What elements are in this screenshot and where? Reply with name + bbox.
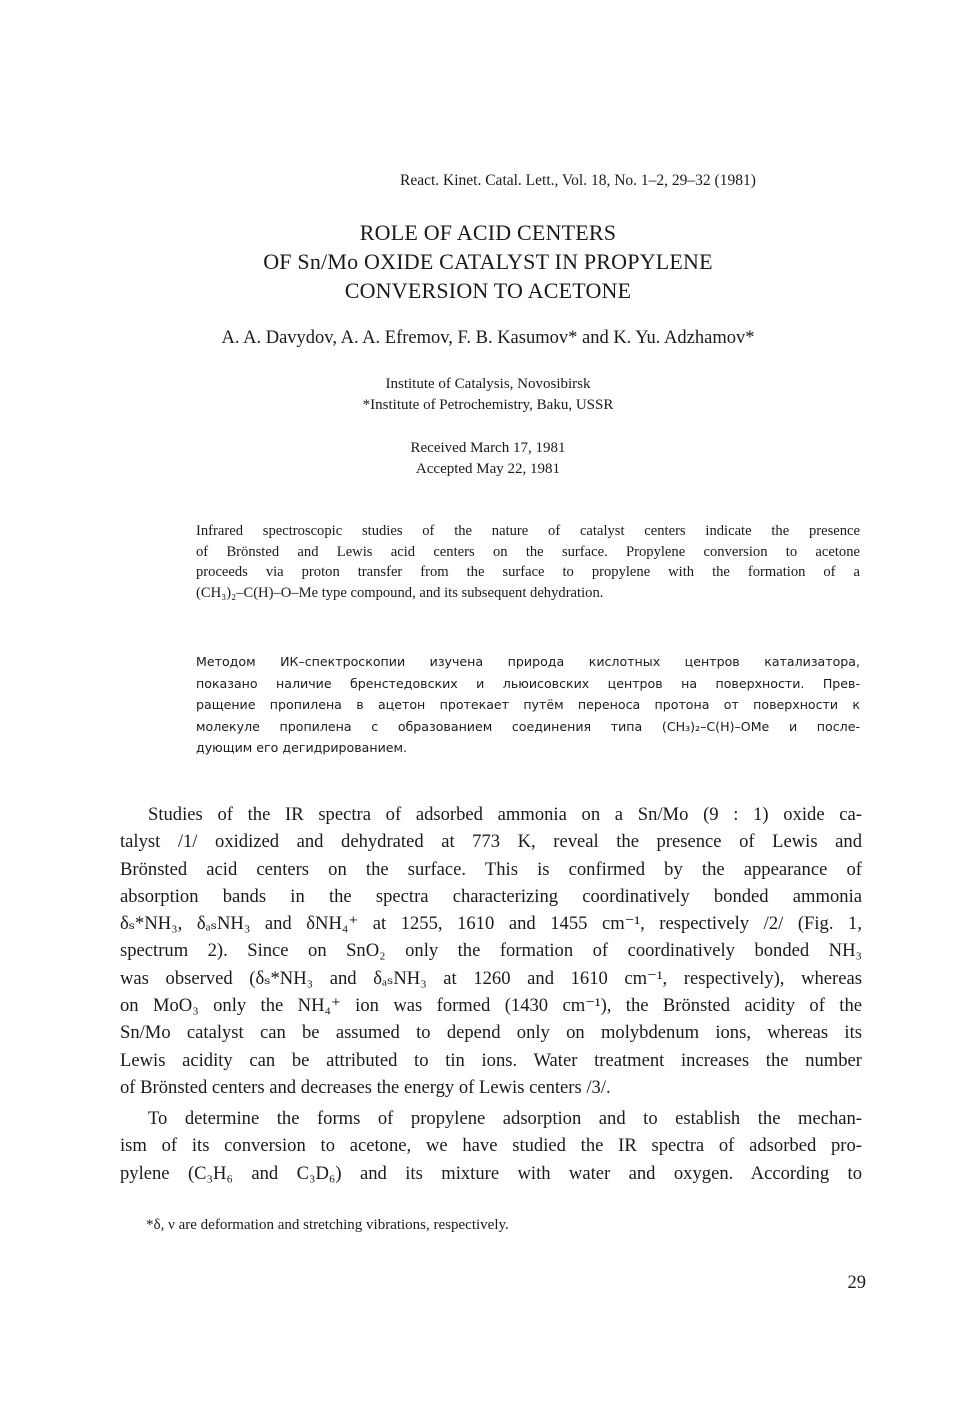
abstract-line: Infrared spectroscopic studies of the nature of catalyst centers indicate the presence	[196, 523, 860, 539]
abstract-line: of Brönsted and Lewis acid centers on the surface. Propylene conversion to acetone	[196, 543, 860, 560]
body-line: pylene (C₃H₆ and C₃D₆) and its mixture with water and oxygen. According to	[120, 1162, 862, 1184]
body-line: of Brönsted centers and decreases the energy of Lewis centers /3/.	[120, 1076, 611, 1098]
received-date: Received March 17, 1981	[410, 440, 566, 456]
body-line: Sn/Mo catalyst can be assumed to depend only on molybdenum ions, whereas its	[120, 1022, 862, 1044]
body-line: talyst /1/ oxidized and dehydrated at 773 K, reveal the presence of Lewis and	[120, 831, 862, 853]
submission-dates	[130, 438, 846, 480]
journal-reference: React. Kinet. Catal. Lett., Vol. 18, No. 1–2, 29–32 (1981)	[400, 172, 756, 189]
body-line: δₛ*NH₃, δₐₛNH₃ and δNH₄⁺ at 1255, 1610 and 1455 cm⁻¹, respectively /2/ (Fig. 1,	[120, 913, 862, 935]
title-line: CONVERSION TO ACETONE	[344, 278, 632, 303]
body-line: absorption bands in the spectra characterizing coordinatively bonded ammonia	[120, 885, 862, 907]
abstract-line: Методом ИК–спектроскопии изучена природа кислотных центров катализатора,	[196, 654, 860, 669]
body-line: on MoO₃ only the NH₄⁺ ion was formed (1430 cm⁻¹), the Brönsted acidity of the	[120, 995, 862, 1017]
body-paragraph-2	[120, 1105, 862, 1187]
abstract-line: дующим его дегидрированием.	[196, 740, 408, 755]
affiliation: *Institute of Petrochemistry, Baku, USSR	[362, 397, 614, 413]
page-number: 29	[847, 1273, 866, 1293]
affiliation: Institute of Catalysis, Novosibirsk	[385, 376, 591, 392]
body-line: To determine the forms of propylene adsorption and to establish the mechan-	[148, 1108, 862, 1129]
abstract-line: показано наличие бренстедовских и льюисовских центров на поверхности. Прев-	[196, 675, 860, 691]
body-line: Lewis acidity can be attributed to tin ions. Water treatment increases the number	[120, 1049, 862, 1071]
body-line: ism of its conversion to acetone, we have studied the IR spectra of adsorbed pro-	[120, 1135, 862, 1157]
abstract-line: молекуле пропилена с образованием соединения типа (CH₃)₂–C(H)–OMe и после-	[196, 718, 860, 734]
body-line: was observed (δₛ*NH₃ and δₐₛNH₃ at 1260 and 1610 cm⁻¹, respectively), whereas	[120, 967, 862, 989]
body-line: Studies of the IR spectra of adsorbed ammonia on a Sn/Mo (9 : 1) oxide ca-	[148, 804, 862, 825]
author-list: A. A. Davydov, A. A. Efremov, F. B. Kasumov* and K. Yu. Adzhamov*	[221, 328, 755, 348]
footnote: *δ, ν are deformation and stretching vibrations, respectively.	[146, 1217, 509, 1233]
abstract-line: ращение пропилена в ацетон протекает путём переноса протона от поверхности к	[196, 697, 860, 712]
body-line: Brönsted acid centers on the surface. This is confirmed by the appearance of	[120, 858, 862, 880]
abstract-line: (CH₃)₂–C(H)–O–Me type compound, and its subsequent dehydration.	[196, 584, 604, 601]
body-line: spectrum 2). Since on SnO₂ only the formation of coordinatively bonded NH₃	[120, 940, 862, 962]
title-line: OF Sn/Mo OXIDE CATALYST IN PROPYLENE	[263, 249, 713, 274]
accepted-date: Accepted May 22, 1981	[415, 461, 561, 477]
affiliations	[130, 374, 846, 416]
body-paragraph-1	[120, 801, 862, 1101]
abstract-english	[196, 521, 860, 603]
abstract-line: proceeds via proton transfer from the surface to propylene with the formation of a	[196, 564, 860, 580]
paper-title	[130, 218, 846, 305]
title-line: ROLE OF ACID CENTERS	[359, 220, 617, 245]
abstract-russian	[196, 651, 860, 759]
